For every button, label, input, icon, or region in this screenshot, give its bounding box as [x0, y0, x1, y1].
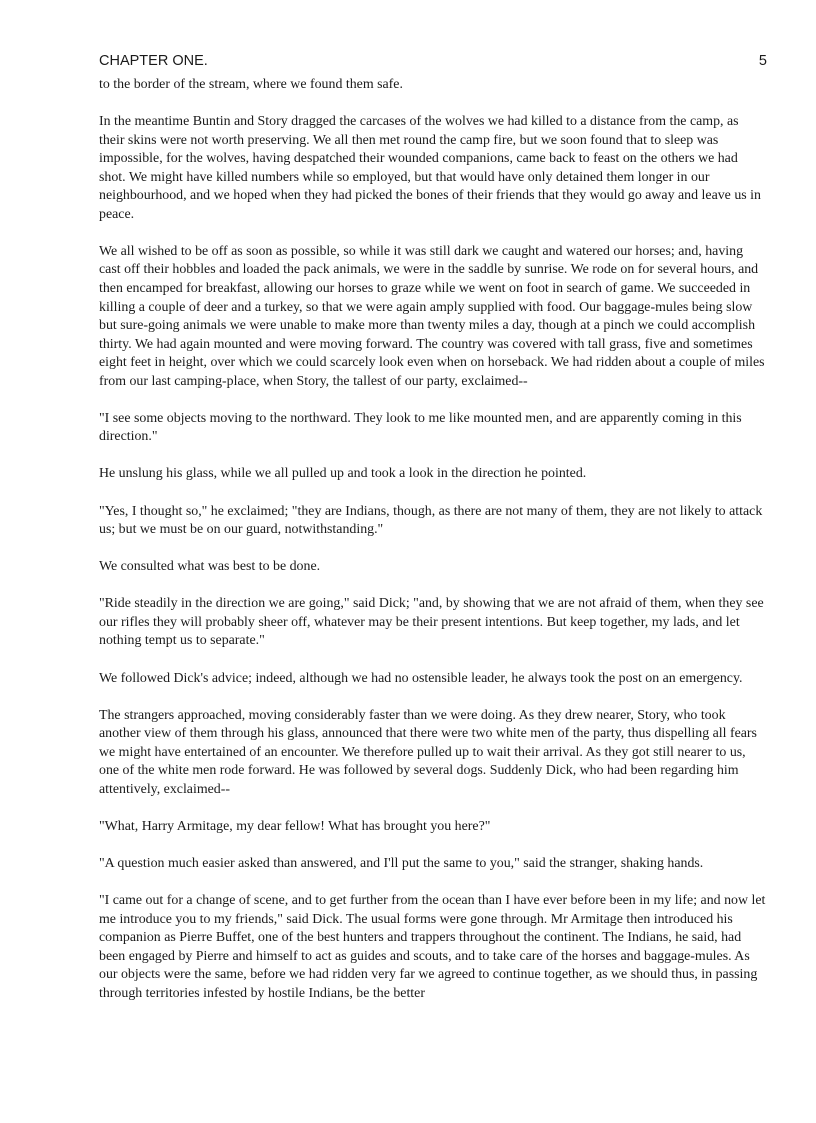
- paragraph: In the meantime Buntin and Story dragged the carcases of the wolves we had killed to a distance from the camp, as their skins were not worth preserving. We all then met round the camp fire, but we soon found that to sleep was impossible, for the wolves, having despatched their wounded companions, came back to feast on the others we had shot. We might have killed numbers while so employed, but that would have only detained them longer in our neighbourhood, and we hoped when they had picked the bones of their friends that they would go away and leave us in peace.: [99, 114, 761, 222]
- document-page: [99, 52, 767, 1003]
- paragraph: "What, Harry Armitage, my dear fellow! What has brought you here?": [99, 818, 491, 834]
- paragraph: We consulted what was best to be done.: [99, 559, 321, 575]
- paragraph: "I came out for a change of scene, and to get further from the ocean than I have ever before been in my life; and now let me introduce you to my friends," said Dick. The usual forms were gone through. Mr Armitage then introduced his companion as Pierre Buffet, one of the best hunters and trappers throughout the continent. The Indians, he said, had been engaged by Pierre and himself to act as guides and scouts, and to take care of the horses and baggage-mules. As our objects were the same, before we had ridden very far we agreed to continue together, as we should thus, in passing through territories infested by hostile Indians, be the better: [99, 893, 766, 1001]
- paragraph: We followed Dick's advice; indeed, although we had no ostensible leader, he always took the post on an emergency.: [99, 670, 743, 686]
- paragraph: The strangers approached, moving considerably faster than we were doing. As they drew nearer, Story, who took another view of them through his glass, announced that there were two white men of the party, thus dispelling all fears we might have entertained of an encounter. We therefore pulled up to wait their arrival. As they got still nearer to us, one of the white men rode forward. He was followed by several dogs. Suddenly Dick, who had been regarding him attentively, exclaimed--: [99, 707, 757, 797]
- paragraph: "A question much easier asked than answered, and I'll put the same to you," said the stranger, shaking hands.: [99, 855, 704, 871]
- paragraph: He unslung his glass, while we all pulled up and took a look in the direction he pointed.: [99, 466, 587, 482]
- paragraph: to the border of the stream, where we found them safe.: [99, 77, 403, 92]
- paragraph: "Yes, I thought so," he exclaimed; "they are Indians, though, as there are not many of them, they are not likely to attack us; but we must be on our guard, notwithstanding.": [99, 503, 763, 538]
- paragraph: We all wished to be off as soon as possible, so while it was still dark we caught and watered our horses; and, having cast off their hobbles and loaded the pack animals, we were in the saddle by sunrise. We rode on for several hours, and then encamped for breakfast, allowing our horses to graze while we went on foot in search of game. We succeeded in killing a couple of deer and a turkey, so that we were again amply supplied with food. Our baggage-mules being slow but sure-going animals we were unable to make more than twenty miles a day, though at a pinch we could accomplish thirty. We had again mounted and were moving forward. The country was covered with tall grass, five and sometimes eight feet in height, over which we could scarcely look even when on horseback. We had ridden about a couple of miles from our last camping-place, when Story, the tallest of our party, exclaimed--: [99, 243, 765, 389]
- chapter-title: CHAPTER ONE.: [99, 53, 208, 69]
- running-header: [99, 52, 767, 76]
- body-text: [99, 76, 767, 1003]
- paragraph: "Ride steadily in the direction we are going," said Dick; "and, by showing that we are not afraid of them, when they see our rifles they will probably sheer off, whatever may be their present intentions. But keep together, my lads, and let nothing tempt us to separate.": [99, 596, 764, 649]
- page-number: 5: [758, 53, 767, 69]
- paragraph: "I see some objects moving to the northward. They look to me like mounted men, and are apparently coming in this direction.": [99, 410, 742, 445]
